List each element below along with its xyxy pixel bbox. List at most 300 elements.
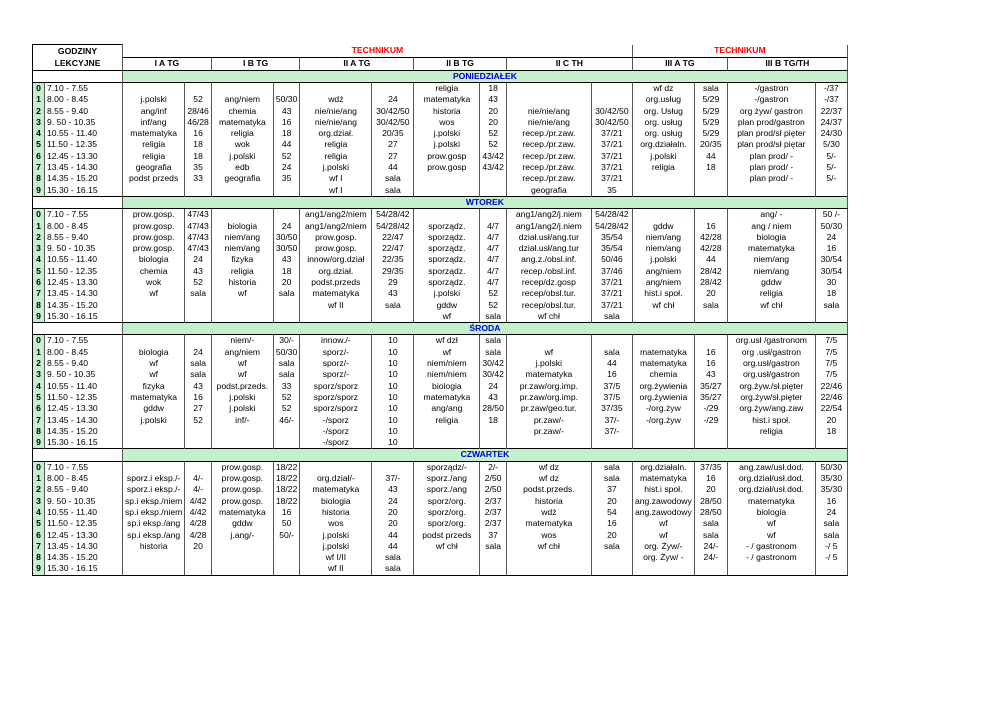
subject-cell: nie/nie/ang [506, 105, 591, 116]
room-cell: sala [815, 299, 847, 310]
room-cell: 28/42 [694, 277, 727, 288]
room-cell: 27 [372, 151, 414, 162]
lesson-row [33, 541, 848, 552]
day-header-row [33, 70, 848, 82]
room-cell: 52 [185, 277, 212, 288]
subject-cell: matematyka [123, 128, 185, 139]
room-cell: 50 /- [815, 209, 847, 221]
subject-cell: org żyw/ gastron [727, 105, 815, 116]
lesson-time: 8.00 - 8.45 [45, 94, 123, 105]
room-cell: 16 [591, 518, 632, 529]
lesson-number: 8 [33, 173, 45, 184]
subject-cell: ang.zawodowy [632, 507, 694, 518]
lesson-time: 9. 50 - 10.35 [45, 117, 123, 128]
lesson-number: 1 [33, 220, 45, 231]
subject-cell: hist.i społ. [632, 484, 694, 495]
lesson-number: 5 [33, 392, 45, 403]
subject-cell: org.żyw./sł.pięter [727, 381, 815, 392]
room-cell [185, 552, 212, 563]
subject-cell: wos [506, 529, 591, 540]
room-cell: 22/37 [815, 105, 847, 116]
lesson-time: 8.00 - 8.45 [45, 473, 123, 484]
room-cell: 16 [815, 243, 847, 254]
room-cell: 18 [480, 414, 507, 425]
subject-cell: j.polski [123, 414, 185, 425]
subject-cell: ang1/ang2/niem [300, 220, 372, 231]
room-cell: 18 [273, 266, 300, 277]
day-header-row [33, 323, 848, 335]
room-cell: 4/7 [480, 243, 507, 254]
subject-cell [211, 437, 273, 449]
subject-cell: recep./pr.zaw. [506, 139, 591, 150]
lesson-time: 9. 50 - 10.35 [45, 495, 123, 506]
room-cell: 28/46 [185, 105, 212, 116]
subject-cell: matematyka [632, 358, 694, 369]
subject-cell: niem/ang [632, 243, 694, 254]
subject-cell [632, 437, 694, 449]
room-cell: 18 [694, 162, 727, 173]
subject-cell: wdż [300, 94, 372, 105]
subject-cell [211, 209, 273, 221]
room-cell [694, 173, 727, 184]
subject-cell: org.dział/- [300, 473, 372, 484]
subject-cell: ang/niem [211, 94, 273, 105]
room-cell: 35/30 [815, 484, 847, 495]
subject-cell: wos [414, 117, 480, 128]
subject-cell: wf II [300, 299, 372, 310]
room-cell: 30/50 [273, 232, 300, 243]
subject-cell: religia [300, 139, 372, 150]
room-cell: 35 [273, 173, 300, 184]
room-cell: 50/30 [273, 347, 300, 358]
lesson-number: 4 [33, 381, 45, 392]
room-cell [185, 299, 212, 310]
room-cell [480, 184, 507, 196]
subject-cell: biologia [727, 232, 815, 243]
room-cell: 37/- [372, 473, 414, 484]
subject-cell: nie/nie/ang [506, 117, 591, 128]
room-cell: 27 [185, 403, 212, 414]
room-cell: 37/- [591, 426, 632, 437]
subject-cell: chemia [123, 266, 185, 277]
room-cell [480, 552, 507, 563]
room-cell: sala [372, 184, 414, 196]
subject-cell: biologia [727, 507, 815, 518]
lesson-number: 4 [33, 507, 45, 518]
subject-cell: recep/obsl.tur. [506, 299, 591, 310]
subject-cell: podst przeds [414, 529, 480, 540]
subject-cell [300, 461, 372, 473]
subject-cell: nie/nie/ang [300, 117, 372, 128]
room-cell: 30/50 [273, 243, 300, 254]
lesson-number: 0 [33, 335, 45, 347]
subject-cell: sporz/org. [414, 518, 480, 529]
day-header-spacer [33, 196, 123, 208]
room-cell [273, 311, 300, 323]
subject-cell [727, 437, 815, 449]
subject-cell: org.dział. [300, 266, 372, 277]
subject-cell: sporz/sporz [300, 392, 372, 403]
room-cell: 52 [185, 414, 212, 425]
room-cell: 37/21 [591, 151, 632, 162]
lesson-number: 0 [33, 82, 45, 94]
subject-cell: niem/ang [211, 232, 273, 243]
room-cell [591, 552, 632, 563]
header-row-classes [33, 57, 848, 70]
subject-cell: wf [506, 347, 591, 358]
subject-cell: wf dz [506, 461, 591, 473]
room-cell [694, 437, 727, 449]
room-cell: 16 [273, 117, 300, 128]
subject-cell: org.usług [632, 94, 694, 105]
room-cell: 50/46 [591, 254, 632, 265]
lesson-time: 13.45 - 14.30 [45, 162, 123, 173]
lesson-number: 3 [33, 243, 45, 254]
room-cell: 7/5 [815, 358, 847, 369]
room-cell: 4/42 [185, 507, 212, 518]
room-cell: 20 [273, 277, 300, 288]
class-header: II A TG [300, 57, 414, 70]
subject-cell: plan prod/ - [727, 173, 815, 184]
subject-cell: biologia [123, 347, 185, 358]
room-cell [185, 461, 212, 473]
day-header-spacer [33, 449, 123, 461]
lesson-number: 1 [33, 94, 45, 105]
subject-cell [632, 209, 694, 221]
subject-cell: j.polski [632, 254, 694, 265]
room-cell [480, 437, 507, 449]
subject-cell [506, 94, 591, 105]
lesson-time: 15.30 - 16.15 [45, 563, 123, 575]
subject-cell: wf dzł [414, 335, 480, 347]
lesson-time: 15.30 - 16.15 [45, 184, 123, 196]
subject-cell: matematyka [211, 117, 273, 128]
lesson-row [33, 426, 848, 437]
subject-cell [632, 311, 694, 323]
subject-cell [632, 184, 694, 196]
subject-cell [123, 82, 185, 94]
lesson-time: 14.35 - 15.20 [45, 552, 123, 563]
subject-cell: j.ang/- [211, 529, 273, 540]
room-cell: 54/28/42 [372, 220, 414, 231]
lesson-time: 11.50 - 12.35 [45, 518, 123, 529]
subject-cell [211, 82, 273, 94]
room-cell: 24 [185, 254, 212, 265]
lesson-time: 10.55 - 11.40 [45, 128, 123, 139]
room-cell: 28/42 [694, 266, 727, 277]
subject-cell [300, 311, 372, 323]
subject-cell: org.dział. [300, 128, 372, 139]
subject-cell: org.usł/gastron [727, 358, 815, 369]
room-cell [273, 437, 300, 449]
subject-cell: -/sporz [300, 437, 372, 449]
room-cell: sala [273, 369, 300, 380]
room-cell [694, 563, 727, 575]
room-cell: 24/- [694, 552, 727, 563]
room-cell [185, 184, 212, 196]
subject-cell [123, 335, 185, 347]
subject-cell: gddw [727, 277, 815, 288]
room-cell: 10 [372, 347, 414, 358]
lesson-time: 11.50 - 12.35 [45, 139, 123, 150]
subject-cell: niem/niem [414, 369, 480, 380]
subject-cell: sporz/- [300, 369, 372, 380]
lesson-number: 9 [33, 311, 45, 323]
room-cell: 43 [694, 369, 727, 380]
lesson-number: 1 [33, 473, 45, 484]
room-cell [185, 311, 212, 323]
room-cell: 10 [372, 392, 414, 403]
lesson-time: 12.45 - 13.30 [45, 151, 123, 162]
subject-cell: j.polski [414, 139, 480, 150]
room-cell: 24 [815, 507, 847, 518]
room-cell: 2/37 [480, 507, 507, 518]
room-cell: 24 [273, 162, 300, 173]
subject-cell: org. Żyw/- [632, 541, 694, 552]
room-cell: 5/- [815, 173, 847, 184]
room-cell [273, 563, 300, 575]
lesson-row [33, 437, 848, 449]
subject-cell: religia [123, 151, 185, 162]
subject-cell: org.dział/usł.dod. [727, 473, 815, 484]
room-cell [591, 335, 632, 347]
room-cell: 18/22 [273, 495, 300, 506]
subject-cell: podst.przeds [300, 277, 372, 288]
subject-cell: prow.gosp. [123, 232, 185, 243]
lesson-row [33, 484, 848, 495]
room-cell: 30/42/50 [591, 117, 632, 128]
lesson-time: 14.35 - 15.20 [45, 299, 123, 310]
lesson-number: 7 [33, 288, 45, 299]
subject-cell: prow.gosp. [211, 461, 273, 473]
room-cell: 30/42/50 [372, 105, 414, 116]
subject-cell [414, 437, 480, 449]
room-cell: 35/27 [694, 392, 727, 403]
room-cell: 47/43 [185, 209, 212, 221]
subject-cell [300, 82, 372, 94]
subject-cell: biologia [414, 381, 480, 392]
room-cell: 44 [273, 139, 300, 150]
subject-cell: org.żyw/sł.pięter [727, 392, 815, 403]
lesson-number: 3 [33, 495, 45, 506]
lesson-row [33, 94, 848, 105]
subject-cell: religia [414, 82, 480, 94]
lesson-time: 12.45 - 13.30 [45, 403, 123, 414]
subject-cell: matematyka [300, 484, 372, 495]
room-cell [591, 563, 632, 575]
room-cell: 30/54 [815, 254, 847, 265]
lesson-number: 7 [33, 162, 45, 173]
lesson-row [33, 369, 848, 380]
lesson-row [33, 220, 848, 231]
lesson-row [33, 358, 848, 369]
subject-cell: wf I [300, 184, 372, 196]
school-label-2: TECHNIKUM [632, 45, 847, 58]
subject-cell: sporz/sporz [300, 403, 372, 414]
subject-cell: sporządz. [414, 277, 480, 288]
room-cell [815, 311, 847, 323]
subject-cell: j.polski [300, 162, 372, 173]
room-cell: 43 [372, 288, 414, 299]
room-cell [273, 541, 300, 552]
subject-cell: sporządz/- [414, 461, 480, 473]
lesson-time: 11.50 - 12.35 [45, 266, 123, 277]
room-cell: 43 [273, 254, 300, 265]
subject-cell: matematyka [300, 288, 372, 299]
subject-cell: sp.i eksp./niem [123, 507, 185, 518]
subject-cell: ang1/ang2/j.niem [506, 220, 591, 231]
room-cell [480, 209, 507, 221]
subject-cell: fizyka [123, 381, 185, 392]
lesson-time: 9. 50 - 10.35 [45, 369, 123, 380]
room-cell: 52 [273, 392, 300, 403]
subject-cell: nie/nie/ang [300, 105, 372, 116]
lesson-row [33, 311, 848, 323]
room-cell [694, 311, 727, 323]
subject-cell: geografia [123, 162, 185, 173]
room-cell: sala [372, 563, 414, 575]
lesson-number: 2 [33, 358, 45, 369]
lesson-number: 9 [33, 184, 45, 196]
room-cell: 47/43 [185, 243, 212, 254]
day-label: CZWARTEK [123, 449, 848, 461]
subject-cell: prow.gosp [414, 162, 480, 173]
subject-cell: geografia [506, 184, 591, 196]
subject-cell: niem/niem [414, 358, 480, 369]
subject-cell: -/sporz [300, 426, 372, 437]
room-cell: -/ 5 [815, 541, 847, 552]
subject-cell: matematyka [211, 507, 273, 518]
room-cell: sala [591, 461, 632, 473]
subject-cell: plan prod/gastron [727, 117, 815, 128]
subject-cell: sporz.i eksp./- [123, 484, 185, 495]
lesson-number: 7 [33, 414, 45, 425]
subject-cell: ang1/ang2/niem [300, 209, 372, 221]
room-cell: 22/54 [815, 403, 847, 414]
room-cell: 52 [273, 403, 300, 414]
subject-cell [727, 563, 815, 575]
subject-cell: dział.usł/ang.tur [506, 243, 591, 254]
day-header-row [33, 449, 848, 461]
room-cell: 5/29 [694, 117, 727, 128]
subject-cell [123, 563, 185, 575]
room-cell: 44 [372, 162, 414, 173]
room-cell: 54/28/42 [372, 209, 414, 221]
subject-cell [211, 552, 273, 563]
subject-cell: matematyka [506, 518, 591, 529]
room-cell: 16 [694, 473, 727, 484]
subject-cell: wf I/II [300, 552, 372, 563]
lesson-time: 8.55 - 9.40 [45, 232, 123, 243]
lesson-time: 7.10 - 7.55 [45, 335, 123, 347]
subject-cell: org.usł /gastronom [727, 335, 815, 347]
room-cell: 50/- [273, 529, 300, 540]
subject-cell: wf [123, 358, 185, 369]
room-cell: 16 [185, 128, 212, 139]
room-cell: 43/42 [480, 151, 507, 162]
room-cell: 22/35 [372, 254, 414, 265]
lesson-number: 7 [33, 541, 45, 552]
lesson-time: 7.10 - 7.55 [45, 209, 123, 221]
subject-cell: j.polski [211, 151, 273, 162]
subject-cell [414, 209, 480, 221]
subject-cell: religia [727, 426, 815, 437]
room-cell: 44 [694, 151, 727, 162]
lesson-time: 7.10 - 7.55 [45, 82, 123, 94]
room-cell: 24/30 [815, 128, 847, 139]
room-cell: 54/28/42 [591, 220, 632, 231]
room-cell: 4/28 [185, 529, 212, 540]
room-cell: 20 [694, 484, 727, 495]
subject-cell: matematyka [727, 495, 815, 506]
subject-cell: prow.gosp. [300, 243, 372, 254]
room-cell [694, 209, 727, 221]
room-cell: 54 [591, 507, 632, 518]
subject-cell: historia [123, 541, 185, 552]
subject-cell: pr.zaw/geo.tur. [506, 403, 591, 414]
lesson-row [33, 151, 848, 162]
subject-cell: sporządz. [414, 232, 480, 243]
subject-cell: sp.i eksp./ang [123, 529, 185, 540]
room-cell: 28/50 [480, 403, 507, 414]
class-header: I A TG [123, 57, 212, 70]
subject-cell: prow.gosp. [300, 232, 372, 243]
day-header-spacer [33, 323, 123, 335]
subject-cell: biologia [211, 220, 273, 231]
subject-cell: edb [211, 162, 273, 173]
subject-cell: historia [211, 277, 273, 288]
subject-cell: org .usł/gastron [727, 347, 815, 358]
room-cell: 24 [480, 381, 507, 392]
room-cell: sala [694, 299, 727, 310]
room-cell: sala [815, 529, 847, 540]
room-cell: -/29 [694, 414, 727, 425]
day-header-spacer [33, 70, 123, 82]
room-cell: 37/5 [591, 381, 632, 392]
room-cell [185, 563, 212, 575]
subject-cell: recep./pr.zaw. [506, 173, 591, 184]
lesson-row [33, 473, 848, 484]
subject-cell: ang.zawodowy [632, 495, 694, 506]
lesson-time: 10.55 - 11.40 [45, 254, 123, 265]
room-cell [694, 426, 727, 437]
lesson-row [33, 117, 848, 128]
room-cell: 24 [372, 495, 414, 506]
subject-cell: recep./pr.zaw. [506, 162, 591, 173]
subject-cell: wf [211, 369, 273, 380]
room-cell: 35/54 [591, 232, 632, 243]
subject-cell: sporz/org. [414, 507, 480, 518]
subject-cell: prow.gosp. [211, 484, 273, 495]
subject-cell [506, 437, 591, 449]
room-cell: 43 [185, 381, 212, 392]
subject-cell: matematyka [632, 473, 694, 484]
lesson-time: 9. 50 - 10.35 [45, 243, 123, 254]
subject-cell: wos [300, 518, 372, 529]
subject-cell: - / gastronom [727, 552, 815, 563]
room-cell: 28/50 [694, 507, 727, 518]
room-cell: 43/42 [480, 162, 507, 173]
room-cell: 30/42/50 [372, 117, 414, 128]
subject-cell [123, 552, 185, 563]
lesson-number: 2 [33, 484, 45, 495]
subject-cell: prow.gosp. [211, 495, 273, 506]
subject-cell: ang/niem [632, 277, 694, 288]
lesson-time: 13.45 - 14.30 [45, 414, 123, 425]
lesson-time: 8.00 - 8.45 [45, 220, 123, 231]
subject-cell: prow.gosp. [211, 473, 273, 484]
subject-cell: -/org.żyw [632, 414, 694, 425]
